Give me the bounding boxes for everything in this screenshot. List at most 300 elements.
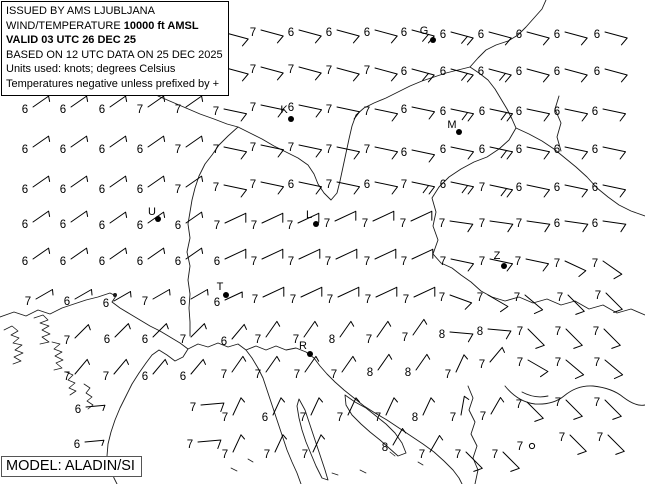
wind-barb-icon (570, 435, 586, 454)
temperature-label: 7 (591, 258, 599, 270)
temperature-label: 6 (515, 66, 523, 78)
wind-temp-point (440, 256, 474, 271)
wind-temp-point (221, 324, 247, 348)
temperature-label: 7 (363, 106, 371, 118)
wind-temp-point (99, 136, 127, 156)
wind-barb-icon (148, 248, 165, 259)
temperature-label: 7 (553, 258, 561, 270)
wind-barb-icon (337, 30, 359, 43)
wind-temp-point (593, 326, 621, 348)
wind-barb-icon (461, 396, 469, 415)
wind-barb-icon (527, 221, 550, 232)
wind-barb-icon (261, 67, 283, 80)
temperature-label: 7 (478, 182, 486, 194)
wind-temp-point (22, 248, 50, 268)
wind-temp-point (594, 29, 627, 45)
wind-barb-icon (273, 398, 285, 415)
temperature-label: 7 (400, 179, 408, 191)
wind-barb-icon (490, 185, 513, 197)
wind-temp-point (60, 248, 88, 268)
temperature-label: 7 (418, 449, 426, 461)
wind-temp-point (478, 29, 511, 45)
wind-barb-icon (261, 182, 284, 194)
wind-temp-point (516, 182, 550, 197)
wind-temp-point (137, 248, 165, 268)
temperature-label: 6 (478, 106, 486, 118)
wind-barb-icon (33, 211, 50, 222)
wind-barb-icon (416, 354, 430, 370)
border-line (187, 127, 238, 336)
river-line (505, 386, 645, 405)
wind-barb-icon (311, 398, 323, 415)
temperature-label: 6 (287, 102, 295, 114)
wind-barb-icon (224, 147, 247, 159)
wind-barb-icon (336, 249, 357, 259)
temperature-label: 6 (591, 182, 599, 194)
temperature-label: 7 (364, 294, 372, 306)
wind-barb-icon (377, 321, 391, 337)
wind-temp-point (99, 248, 127, 268)
wind-barb-icon (110, 212, 127, 223)
wind-temp-point (326, 27, 359, 43)
wind-temp-point (288, 64, 321, 80)
wind-barb-icon (528, 329, 544, 348)
wind-barb-icon (375, 249, 396, 259)
wind-temp-point (439, 329, 473, 342)
wind-barb-icon (603, 109, 626, 121)
temperature-label: 6 (74, 404, 82, 416)
temperature-label: 6 (553, 66, 561, 78)
temperature-label: 6 (439, 179, 447, 191)
station-letter: T (216, 281, 224, 293)
temperature-label: 7 (402, 294, 410, 306)
wind-barb-icon (33, 96, 50, 107)
station-letter: R (299, 340, 307, 352)
wind-barb-icon (413, 319, 427, 335)
wind-temp-point (22, 211, 50, 231)
border-line (516, 128, 645, 216)
wind-temp-point (592, 258, 622, 279)
wind-temp-point (517, 326, 545, 348)
wind-barb-icon (301, 287, 322, 297)
temperature-label: 6 (179, 371, 187, 383)
wind-temp-point (440, 66, 473, 82)
temperature-label: 6 (515, 106, 523, 118)
wind-temp-point (412, 398, 435, 424)
wind-barb-icon (527, 147, 550, 159)
wind-barb-icon (299, 145, 322, 157)
wind-barb-icon (375, 109, 398, 121)
wind-barb-icon (338, 287, 359, 297)
wind-barb-icon (71, 136, 88, 147)
wind-temp-point (364, 106, 398, 121)
wind-temp-point (60, 176, 88, 196)
wind-barb-icon (304, 321, 318, 337)
temperature-label: 7 (287, 64, 295, 76)
calm-wind-icon (529, 443, 534, 448)
header-level-line: WIND/TEMPERATURE 10000 ft AMSL (6, 19, 199, 32)
wind-temp-point (180, 359, 206, 383)
temperature-label: 7 (593, 357, 601, 369)
station-marker (494, 250, 507, 269)
wind-temp-point (255, 321, 280, 346)
wind-temp-point (331, 356, 356, 381)
wind-barb-icon (526, 259, 549, 271)
station-marker (217, 281, 229, 298)
temperature-label: 7 (301, 449, 309, 461)
wind-barb-icon (75, 290, 92, 300)
wind-barb-icon (33, 136, 50, 147)
temperature-label: 6 (325, 27, 333, 39)
temperature-label: 6 (21, 104, 29, 116)
station-letter: Z (493, 250, 501, 262)
temperature-label: 7 (554, 357, 562, 369)
temperature-label: 7 (361, 218, 369, 230)
station-dot-icon (456, 129, 462, 135)
wind-temp-point (64, 290, 92, 309)
wind-barb-icon (71, 96, 88, 107)
header-valid-line: VALID 03 UTC 26 DEC 25 (6, 34, 137, 47)
wind-barb-icon (198, 440, 221, 449)
wind-barb-icon (603, 221, 626, 232)
temperature-label: 7 (330, 369, 338, 381)
wind-temp-point (75, 404, 105, 416)
wind-barb-icon (608, 435, 624, 454)
wind-temp-point (479, 347, 505, 371)
temperature-label: 6 (141, 334, 149, 346)
temperature-label: 7 (179, 334, 187, 346)
wind-barb-icon (489, 69, 511, 82)
wind-temp-point (364, 144, 398, 159)
wind-barb-icon (226, 68, 248, 81)
wind-barb-icon (114, 359, 129, 374)
wind-barb-icon (110, 96, 127, 107)
wind-temp-point (60, 136, 88, 156)
station-dot-icon (155, 216, 161, 222)
wind-barb-icon (603, 261, 622, 279)
temperature-label: 7 (186, 439, 194, 451)
wind-barb-icon (411, 211, 432, 221)
temperature-label: 7 (323, 218, 331, 230)
wind-barb-icon (337, 107, 360, 119)
island-krk (345, 395, 406, 456)
wind-barb-icon (386, 398, 398, 415)
wind-temp-point (554, 144, 588, 159)
wind-barb-icon (226, 33, 248, 46)
wind-barb-icon (71, 248, 88, 259)
wind-temp-point (559, 432, 587, 454)
wind-temp-point (142, 290, 170, 309)
temperature-label: 6 (59, 184, 67, 196)
temperature-label: 7 (516, 357, 524, 369)
temperature-label: 6 (141, 371, 149, 383)
station-marker (306, 209, 319, 227)
wind-barb-icon (191, 359, 206, 374)
wind-temp-point (99, 96, 127, 116)
wind-barb-icon (337, 68, 359, 81)
temperature-label: 7 (491, 449, 499, 461)
wind-barb-icon (430, 436, 443, 453)
wind-temp-point (137, 96, 165, 116)
wind-temp-point (300, 398, 323, 424)
temperature-label: 7 (212, 106, 220, 118)
wind-barb-icon (412, 107, 435, 119)
temperature-label: 7 (363, 65, 371, 77)
wind-temp-point (104, 324, 131, 346)
temperature-label: 6 (98, 220, 106, 232)
coastal-town-dot (113, 293, 117, 297)
wind-barb-icon (335, 211, 356, 221)
temperature-label: 8 (411, 412, 419, 424)
station-marker (148, 206, 161, 222)
wind-temp-point (516, 218, 550, 232)
wind-temp-point (439, 218, 473, 232)
wind-temp-point (327, 287, 359, 306)
wind-barb-icon (201, 403, 224, 412)
wind-barb-icon (565, 32, 587, 45)
wind-temp-point (22, 136, 50, 156)
wind-temp-point (445, 355, 468, 381)
temperature-label: 7 (174, 104, 182, 116)
wind-barb-icon (340, 321, 354, 337)
temperature-label: 7 (516, 441, 524, 453)
wind-temp-point (250, 27, 283, 43)
wind-barb-icon (456, 355, 468, 372)
temperature-label: 7 (515, 399, 523, 411)
wind-temp-point (214, 213, 246, 232)
wind-barb-icon (412, 182, 435, 194)
temperature-label: 7 (325, 179, 333, 191)
wind-temp-point (405, 354, 430, 379)
wind-temp-point (142, 324, 169, 346)
wind-temp-point (190, 402, 224, 414)
wind-barb-icon (393, 429, 406, 446)
wind-temp-point (60, 96, 88, 116)
temperature-label: 7 (515, 218, 523, 230)
wind-barb-icon (451, 259, 474, 271)
wind-barb-icon (412, 249, 433, 259)
temperature-label: 6 (98, 256, 106, 268)
wind-barb-icon (266, 356, 280, 372)
station-dot-icon (288, 116, 294, 122)
temperature-label: 6 (21, 219, 29, 231)
wind-temp-point (478, 66, 511, 82)
temperature-label: 7 (596, 432, 604, 444)
temperature-label: 6 (59, 144, 67, 156)
temperature-label: 7 (249, 102, 257, 114)
temperature-label: 7 (554, 397, 562, 409)
temperature-label: 7 (174, 184, 182, 196)
wind-temp-point (375, 398, 398, 424)
temperature-label: 6 (477, 29, 485, 41)
wind-temp-point (290, 287, 322, 306)
temperature-label: 7 (289, 294, 297, 306)
station-dot-icon (223, 292, 229, 298)
wind-temp-point (99, 176, 127, 196)
wind-temp-point (367, 354, 392, 379)
temperature-label: 7 (478, 359, 486, 371)
temperature-label: 6 (59, 256, 67, 268)
wind-temp-point (214, 249, 246, 268)
model-label-box: MODEL: ALADIN/SI (1, 456, 142, 477)
temperature-label: 7 (444, 369, 452, 381)
temperature-label: 7 (593, 397, 601, 409)
temperature-label: 7 (136, 104, 144, 116)
header-level: 10000 ft AMSL (123, 19, 199, 32)
wind-barb-icon (299, 249, 320, 259)
temperature-label: 6 (136, 144, 144, 156)
wind-temp-point (517, 441, 535, 453)
wind-barb-icon (605, 32, 627, 45)
temperature-label: 7 (363, 144, 371, 156)
wind-barb-icon (33, 176, 50, 187)
header-temp-note: Temperatures negative unless prefixed by + (6, 77, 220, 90)
wind-barb-icon (75, 325, 90, 338)
temperature-label: 7 (254, 334, 262, 346)
wind-barb-icon (450, 221, 473, 232)
temperature-label: 7 (249, 27, 257, 39)
temperature-label: 6 (73, 439, 81, 451)
wind-barb-icon (528, 360, 548, 377)
temperature-label: 6 (363, 27, 371, 39)
coastline (246, 346, 462, 484)
lagoon-scribble (84, 384, 93, 409)
wind-temp-point (22, 176, 50, 196)
temperature-label: 6 (553, 218, 561, 230)
station-dot-icon (501, 263, 507, 269)
wind-temp-point (364, 249, 396, 268)
station-dot-icon (307, 351, 313, 357)
temperature-label: 6 (21, 144, 29, 156)
wind-barb-icon (565, 69, 587, 82)
wind-temp-point (213, 144, 247, 159)
temperature-label: 6 (515, 29, 523, 41)
temperature-label: 7 (212, 144, 220, 156)
temperature-label: 7 (221, 412, 229, 424)
wind-temp-point (22, 96, 50, 116)
temperature-label: 7 (221, 449, 229, 461)
temperature-label: 6 (439, 144, 447, 156)
temperature-label: 7 (438, 292, 446, 304)
wind-barb-icon (451, 32, 473, 45)
wind-temp-point (137, 176, 165, 196)
wind-barb-icon (148, 96, 165, 107)
temperature-label: 6 (593, 66, 601, 78)
temperature-label: 7 (401, 332, 409, 344)
temperature-label: 8 (404, 367, 412, 379)
temperature-label: 6 (439, 106, 447, 118)
wind-barb-icon (266, 321, 280, 337)
temperature-label: 7 (250, 256, 258, 268)
wind-temp-point (594, 357, 623, 379)
wind-barb-icon (299, 67, 321, 80)
wind-temp-point (337, 398, 360, 424)
temperature-label: 7 (478, 256, 486, 268)
temperature-label: 7 (516, 326, 524, 338)
wind-barb-icon (527, 32, 549, 45)
chart-header-box (1, 1, 229, 96)
temperature-label: 7 (336, 412, 344, 424)
wind-temp-point (137, 136, 165, 156)
temperature-label: 6 (553, 29, 561, 41)
wind-barb-icon (412, 150, 435, 162)
wind-temp-point (255, 356, 280, 381)
temperature-label: 6 (103, 334, 111, 346)
wind-temp-point (479, 182, 513, 197)
temperature-label: 6 (174, 256, 182, 268)
wind-barb-icon (337, 147, 360, 159)
lagoon-scribble (52, 342, 63, 370)
wind-barb-icon (232, 324, 247, 339)
wind-temp-point (99, 212, 127, 232)
wind-temp-point (25, 290, 53, 309)
header-issued-by: ISSUED BY AMS LJUBLJANA (6, 5, 155, 17)
temperature-label: 6 (400, 27, 408, 39)
temperature-label: 7 (220, 369, 228, 381)
temperature-label: 6 (477, 66, 485, 78)
wind-temp-point (592, 182, 626, 197)
wind-barb-icon (263, 287, 284, 297)
temperature-label: 6 (98, 184, 106, 196)
temperature-label: 7 (399, 218, 407, 230)
wind-temp-point (480, 398, 504, 424)
wind-temp-point (364, 179, 398, 194)
wind-barb-icon (110, 176, 127, 187)
wind-temp-point (455, 449, 483, 471)
wind-barb-icon (110, 248, 127, 259)
wind-temp-point (401, 27, 434, 43)
station-letter: L (305, 209, 313, 221)
station-dot-icon (313, 221, 319, 227)
wind-barb-icon (262, 213, 283, 223)
temperature-label: 6 (179, 296, 187, 308)
wind-temp-point (326, 144, 360, 159)
wind-temp-point (180, 290, 208, 309)
temperature-label: 6 (400, 147, 408, 159)
wind-temp-point (325, 249, 357, 268)
wind-barb-icon (148, 136, 165, 147)
wind-barb-icon (566, 329, 582, 348)
small-islands (231, 452, 423, 475)
temperature-label: 7 (174, 144, 182, 156)
wind-barb-icon (527, 109, 550, 121)
temperature-label: 7 (558, 432, 566, 444)
wind-temp-point (288, 142, 322, 157)
wind-barb-icon (565, 147, 588, 159)
wind-temp-point (592, 144, 626, 159)
temperature-label: 7 (438, 218, 446, 230)
temperature-label: 6 (98, 104, 106, 116)
temperature-label: 7 (249, 64, 257, 76)
temperature-label: 8 (328, 334, 336, 346)
wind-temp-point (213, 106, 247, 121)
wind-barb-icon (186, 96, 203, 107)
temperature-label: 7 (286, 220, 294, 232)
header-units: Units used: knots; degrees Celsius (6, 63, 176, 76)
wind-temp-point (555, 326, 583, 348)
border-line (432, 128, 645, 315)
wind-temp-point (326, 65, 359, 81)
temperature-label: 7 (326, 294, 334, 306)
wind-temp-point (477, 326, 511, 339)
wind-temp-point (440, 29, 473, 45)
temperature-label: 7 (363, 256, 371, 268)
wind-barb-icon (414, 287, 435, 297)
wind-temp-point (74, 439, 104, 451)
wind-temp-point (516, 29, 549, 45)
wind-temp-point (324, 211, 356, 230)
wind-temp-point (288, 102, 322, 117)
